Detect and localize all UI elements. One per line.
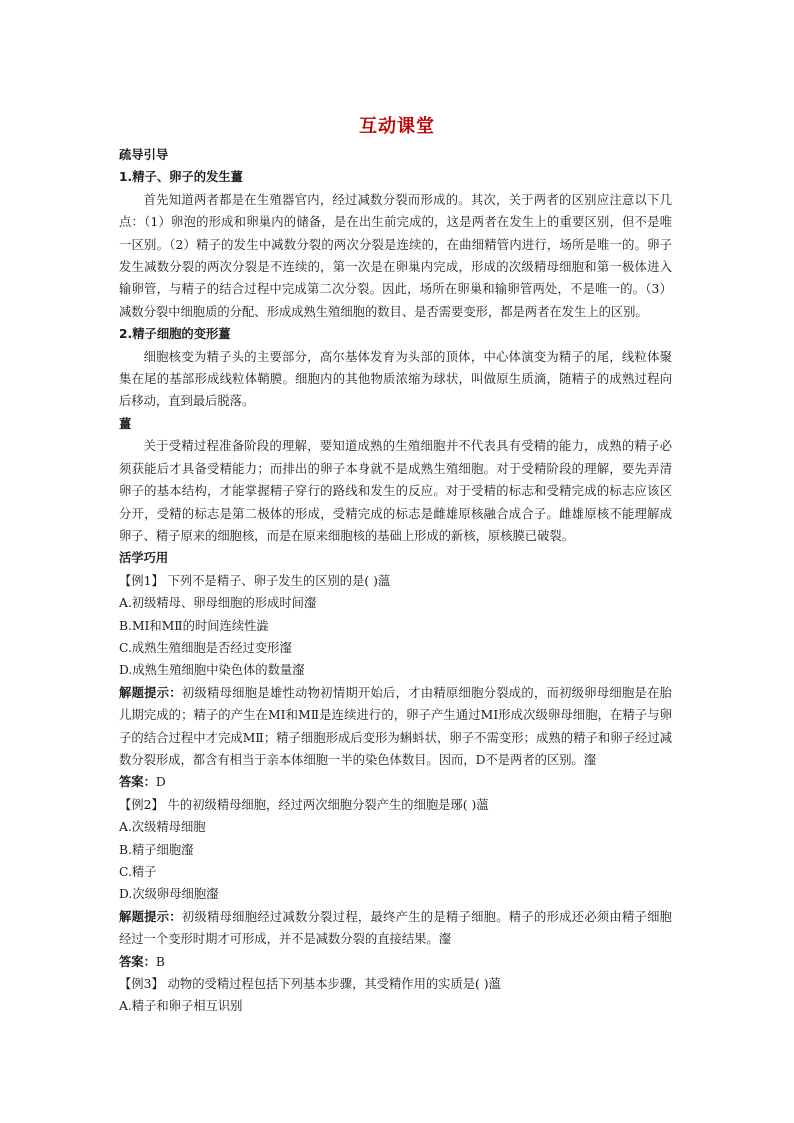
example-1-option-d: D.成熟生殖细胞中染色体的数量瀣: [119, 663, 305, 678]
page-title: 互动课堂: [359, 116, 435, 137]
example-1-hint-label: 解题提示：: [119, 685, 182, 700]
example-2-option-d: D.次级卵母细胞瀣: [119, 887, 219, 902]
example-1-option-c: C.成熟生殖细胞是否经过变形瀣: [119, 640, 292, 655]
example-3-text: 动物的受精过程包括下列基本步骤，其受精作用的实质是( )薀: [163, 977, 501, 992]
example-2-hint-label: 解题提示：: [119, 909, 182, 924]
paragraph-gamete-development: 首先知道两者都是在生殖器官内，经过减数分裂而形成的。其次，关于两者的区别应注意以下几点：（1）卵泡的形成和卵巢内的储备，是在出生前完成的，这是两者在发生上的重要区别，但不是唯一区别。（2）精子的发生中减数分裂的两次分裂是连续的，在曲细精管内进行，场所是唯一的。卵子发生减数分裂的两次分裂是不连续的，第一次是在卵巢内完成，形成的次级精母细胞和第一极体进入输卵管，与精子的结合过程中完成第二次分裂。因此，场所在卵巢和输卵管两处，不是唯一的。（3）减数分裂中细胞质的分配、形成成熟生殖细胞的数目、是否需要变形，都是两者在发生上的区别。: [119, 192, 672, 319]
example-2-hint: [119, 906, 672, 951]
example-1-hint-text: 初级精母细胞是雄性动物初情期开始后，才由精原细胞分裂成的，而初级卵母细胞是在胎儿期完成的；精子的产生在MⅠ和MⅡ是连续进行的，卵子产生通过MⅠ形成次级卵母细胞，在精子与卵子的结合过程中才完成MⅡ；精子细胞形成后变形为蝌蚪状，卵子不需变形；成熟的精子和卵子经过减数分裂形成，都含有相当于亲本体细胞一半的染色体数目。因而，D不是两者的区别。瀣: [119, 685, 672, 767]
example-2-option-c: C.精子: [119, 865, 157, 879]
paragraph-fertilization: 关于受精过程准备阶段的理解，要知道成熟的生殖细胞并不代表具有受精的能力，成熟的精子必须获能后才具备受精能力；而排出的卵子本身就不是成熟生殖细胞。对于受精阶段的理解，要先弄清卵子的基本结构，才能掌握精子穿行的路线和发生的反应。对于受精的标志和受精完成的标志应该区分开，受精的标志是第二极体的形成，受精完成的标志是雌雄原核融合成合子。雌雄原核不能理解成卵子、精子原来的细胞核，而是在原来细胞核的基础上形成的新核，原核膜已破裂。: [119, 439, 672, 543]
example-2-answer: [119, 951, 672, 973]
example-1-option-a: A.初级精母、卵母细胞的形成时间瀣: [119, 596, 317, 611]
paragraph-sperm-transformation: 细胞核变为精子头的主要部分，高尔基体发育为头部的顶体，中心体演变为精子的尾，线粒体聚集在尾的基部形成线粒体鞘膜。细胞内的其他物质浓缩为球状，叫做原生质滴，随精子的成熟过程向后移动，直到最后脱落。: [119, 349, 672, 409]
example-1-answer: [119, 771, 672, 793]
document-body: [119, 144, 672, 1018]
section-heading-guide: 疏导引导: [119, 148, 169, 162]
example-2-option-b: B.精子细胞瀣: [119, 842, 194, 857]
subheading-sperm-transformation: 2.精子细胞的变形薑: [119, 327, 231, 342]
example-1-answer-value: D: [155, 775, 166, 790]
example-2-answer-label: 答案：: [119, 954, 156, 969]
example-1-text: 下列不是精子、卵子发生的区别的是( )薀: [163, 573, 391, 588]
example-2-hint-text: 初级精母细胞经过减数分裂过程，最终产生的是精子细胞。精子的形成还必须由精子细胞经过一个变形时期才可形成，并不是减数分裂的直接结果。瀣: [119, 909, 672, 947]
example-2-label: 【例2】: [119, 797, 164, 812]
example-2-text: 牛的初级精母细胞，经过两次细胞分裂产生的细胞是琊( )薀: [163, 797, 489, 812]
example-2-question: [119, 794, 672, 816]
example-3-option-a: A.精子和卵子相互识别: [119, 999, 243, 1014]
subheading-gamete-development: 1.精子、卵子的发生薑: [119, 170, 243, 185]
subheading-fertilization: 薑: [119, 416, 132, 431]
example-2-answer-value: B: [155, 954, 165, 969]
example-1-option-b: B.MⅠ和MⅡ的时间连续性澁: [119, 618, 269, 633]
example-1-label: 【例1】: [119, 573, 164, 588]
example-2-option-a: A.次级精母细胞: [119, 820, 206, 835]
section-heading-practice: 活学巧用: [119, 551, 169, 566]
example-1-answer-label: 答案：: [119, 775, 156, 790]
example-3-label: 【例3】: [119, 977, 164, 992]
example-1-hint: [119, 682, 672, 772]
example-3-question: [119, 973, 672, 995]
example-1-question: [119, 570, 672, 592]
